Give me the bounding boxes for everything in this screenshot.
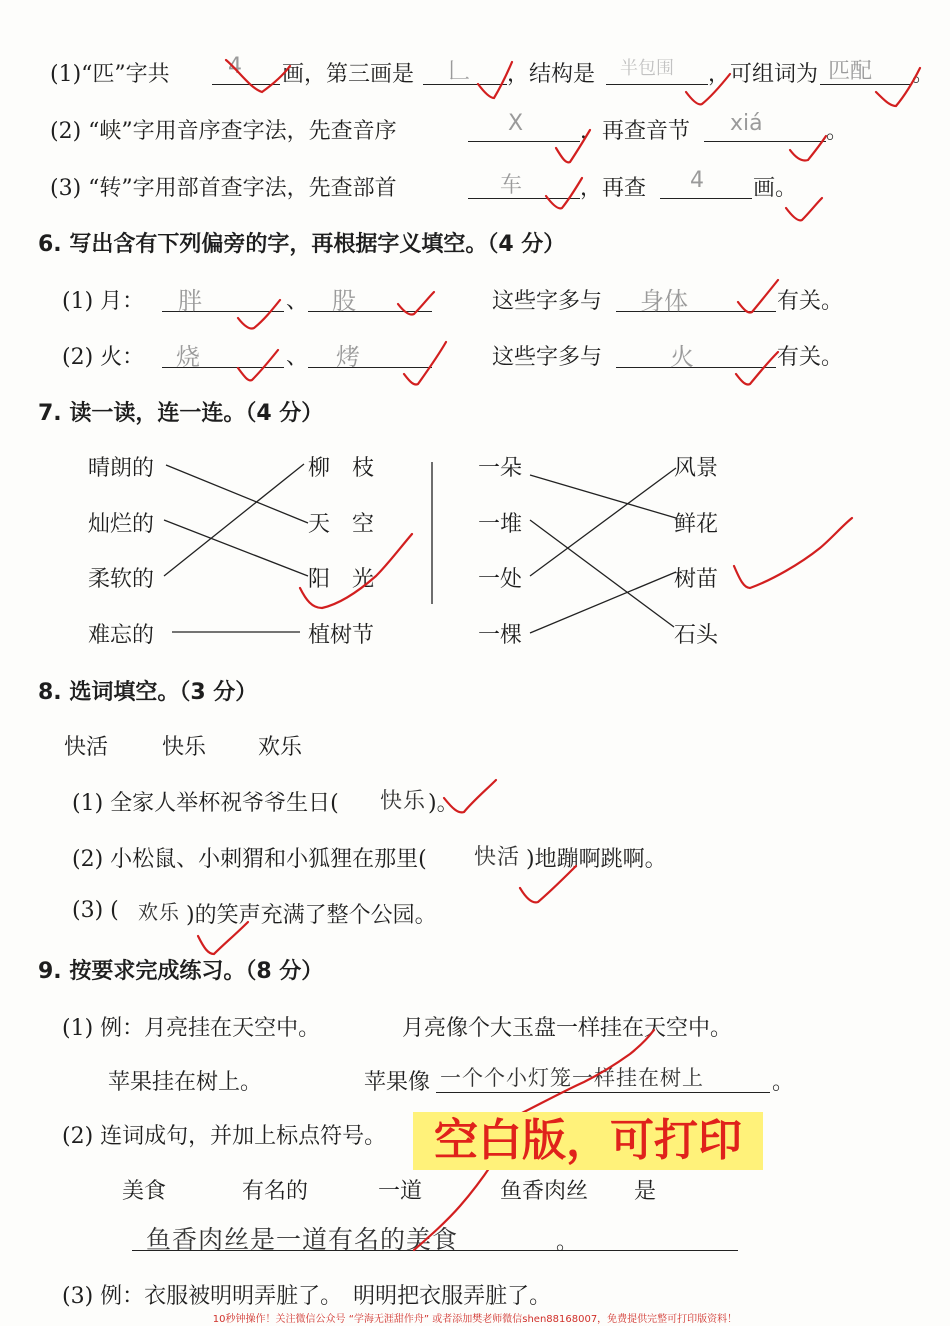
q8-s3-pre: (3) ( (72, 898, 119, 923)
q5-r2-text-1: (2) “峡”字用音序查字法，先查音序 (50, 119, 397, 144)
q5-r1-text-2: 画，第三画是 (282, 62, 415, 87)
q8-option-3: 欢乐 (258, 735, 303, 760)
q6-r2-sep: 、 (286, 345, 309, 370)
match-line-2 (164, 520, 308, 576)
footer-note: 10秒钟操作！关注微信公众号 “学海无涯甜作舟” 或者添加樊老师微信shen88168007，免费提供完整可打印版资料！ (212, 1314, 738, 1325)
q7-right-a-3[interactable]: 阳 光 (308, 567, 375, 592)
q8-s2-answer[interactable]: 快活 (474, 845, 521, 870)
check-mark-icon (404, 342, 446, 385)
q6-r2-answer-3: 火 (670, 343, 694, 371)
q5-r3-text-3: 画。 (753, 176, 798, 201)
q5-r3-answer-1: 车 (500, 173, 523, 198)
printable-stamp: 空白版，可打印 (413, 1112, 763, 1170)
check-mark-icon (876, 68, 920, 106)
q8-option-1: 快活 (64, 735, 109, 760)
check-mark-icon (790, 136, 826, 161)
q7-right-b-4[interactable]: 石头 (674, 623, 719, 648)
check-mark-icon (398, 292, 434, 315)
check-mark-icon (738, 280, 778, 313)
q6-r1-answer-1: 胖 (178, 287, 202, 315)
match-line-7 (530, 468, 676, 576)
q6-r1-end: 有关。 (777, 289, 844, 314)
q6-r2-mid: 这些字多与 (492, 345, 603, 370)
q9-r1-example-answer: 月亮像个大玉盘一样挂在天空中。 (402, 1016, 733, 1041)
q5-r1-answer-2: 𠃊 (448, 59, 471, 84)
q7-title: 7. 读一读，连一连。（4 分） (38, 401, 324, 426)
q7-left-a-2[interactable]: 灿烂的 (88, 512, 155, 537)
check-mark-icon (556, 130, 590, 162)
check-mark-icon (444, 780, 496, 812)
match-line-5 (530, 475, 676, 518)
q6-r2-answer-1: 烧 (176, 343, 200, 371)
match-line-6 (530, 520, 674, 627)
q9-r1-end: 。 (772, 1070, 795, 1095)
check-mark-icon (238, 350, 278, 380)
q7-right-b-1[interactable]: 风景 (674, 456, 719, 481)
check-mark-icon (198, 922, 248, 954)
q5-r2-text-2: ，再查音节 (580, 119, 691, 144)
check-mark-icon (520, 1030, 654, 1114)
check-mark-icon (300, 534, 412, 608)
q6-r2-answer-2: 烤 (336, 343, 360, 371)
q9-r2-end: 。 (556, 1230, 579, 1255)
q9-word-5: 是 (634, 1179, 657, 1204)
red-check-marks (198, 60, 920, 1250)
q5-r1-answer-1: 4 (228, 54, 242, 79)
q9-r2-handwritten-answer: 鱼香肉丝是一道有名的美食 (146, 1225, 459, 1254)
q7-left-b-2[interactable]: 一堆 (478, 512, 523, 537)
q7-right-b-2[interactable]: 鲜花 (674, 512, 719, 537)
q5-r1-text-4: ，可组词为 (708, 62, 819, 87)
q5-r1-text-5: 。 (912, 62, 935, 87)
q9-word-2: 有名的 (242, 1179, 309, 1204)
match-line-3 (164, 464, 304, 576)
q6-r1-sep: 、 (286, 289, 309, 314)
check-mark-icon (736, 352, 778, 385)
q8-s3-answer[interactable]: 欢乐 (138, 900, 180, 924)
q5-r2-text-3: 。 (826, 119, 849, 144)
q7-left-b-3[interactable]: 一处 (478, 567, 523, 592)
q9-word-4: 鱼香肉丝 (500, 1179, 589, 1204)
q7-left-a-3[interactable]: 柔软的 (88, 567, 155, 592)
q9-r2-instruction: (2) 连词成句，并加上标点符号。 (62, 1124, 387, 1149)
q5-r2-answer-2: xiá (730, 111, 763, 136)
check-mark-icon (520, 866, 576, 902)
q6-r1-answer-3: 身体 (640, 287, 688, 315)
q7-left-b-4[interactable]: 一棵 (478, 623, 523, 648)
q5-r1-text-3: ，结构是 (507, 62, 596, 87)
q7-left-a-4[interactable]: 难忘的 (88, 623, 155, 648)
q8-s1-answer[interactable]: 快乐 (380, 789, 427, 814)
q8-title: 8. 选词填空。（3 分） (38, 680, 258, 705)
check-mark-icon (478, 62, 512, 98)
q6-title: 6. 写出含有下列偏旁的字，再根据字义填空。（4 分） (38, 232, 566, 257)
q7-right-a-1[interactable]: 柳 枝 (308, 456, 375, 481)
q8-option-2: 快乐 (162, 735, 207, 760)
q9-r3-example: (3) 例：衣服被明明弄脏了。 明明把衣服弄脏了。 (62, 1284, 552, 1309)
check-mark-icon (734, 518, 852, 588)
match-line-1 (166, 465, 308, 523)
q7-right-b-3[interactable]: 树苗 (674, 567, 719, 592)
q6-r1-label: (1) 月： (62, 289, 145, 314)
q9-title: 9. 按要求完成练习。（8 分） (38, 959, 324, 984)
q6-r1-mid: 这些字多与 (492, 289, 603, 314)
q5-r3-text-2: ，再查 (580, 176, 647, 201)
q9-r1-example: (1) 例：月亮挂在天空中。 (62, 1016, 321, 1041)
check-mark-icon (546, 178, 582, 208)
q7-right-a-2[interactable]: 天 空 (308, 512, 375, 537)
check-mark-icon (686, 74, 730, 104)
q8-s1-pre: (1) 全家人举杯祝爷爷生日( (72, 791, 339, 816)
q6-r1-answer-2: 股 (332, 287, 356, 315)
check-mark-icon (786, 198, 822, 220)
check-mark-icon (238, 300, 280, 329)
q6-r2-end: 有关。 (777, 345, 844, 370)
q9-word-3: 一道 (378, 1179, 423, 1204)
q7-right-a-4[interactable]: 植树节 (308, 623, 375, 648)
q9-r1-handwritten-answer: 一个个小灯笼一样挂在树上 (440, 1066, 704, 1090)
q6-r2-label: (2) 火： (62, 345, 145, 370)
q7-matching-lines (164, 462, 676, 633)
q9-r1-prompt: 苹果挂在树上。 (108, 1070, 263, 1095)
q8-s2-post: )地蹦啊跳啊。 (526, 847, 667, 872)
q5-r1-answer-3: 半包围 (620, 58, 674, 79)
q5-r1-answer-4: 匹配 (828, 59, 873, 84)
q5-r3-text-1: (3) “转”字用部首查字法，先查部首 (50, 176, 397, 201)
check-mark-icon (226, 60, 290, 92)
q9-word-1: 美食 (122, 1179, 167, 1204)
q8-s3-post: )的笑声充满了整个公园。 (186, 903, 437, 928)
q7-left-a-1[interactable]: 晴朗的 (88, 456, 155, 481)
match-line-8 (530, 572, 676, 633)
q7-left-b-1[interactable]: 一朵 (478, 456, 523, 481)
q9-r1-start: 苹果像 (364, 1070, 431, 1095)
q8-s2-pre: (2) 小松鼠、小刺猬和小狐狸在那里( (72, 847, 427, 872)
q5-r3-answer-2: 4 (690, 168, 704, 193)
q5-r1-text-1: (1)“匹”字共 (50, 62, 170, 87)
q8-s1-post: )。 (428, 791, 459, 816)
q5-r2-answer-1: X (508, 111, 524, 136)
